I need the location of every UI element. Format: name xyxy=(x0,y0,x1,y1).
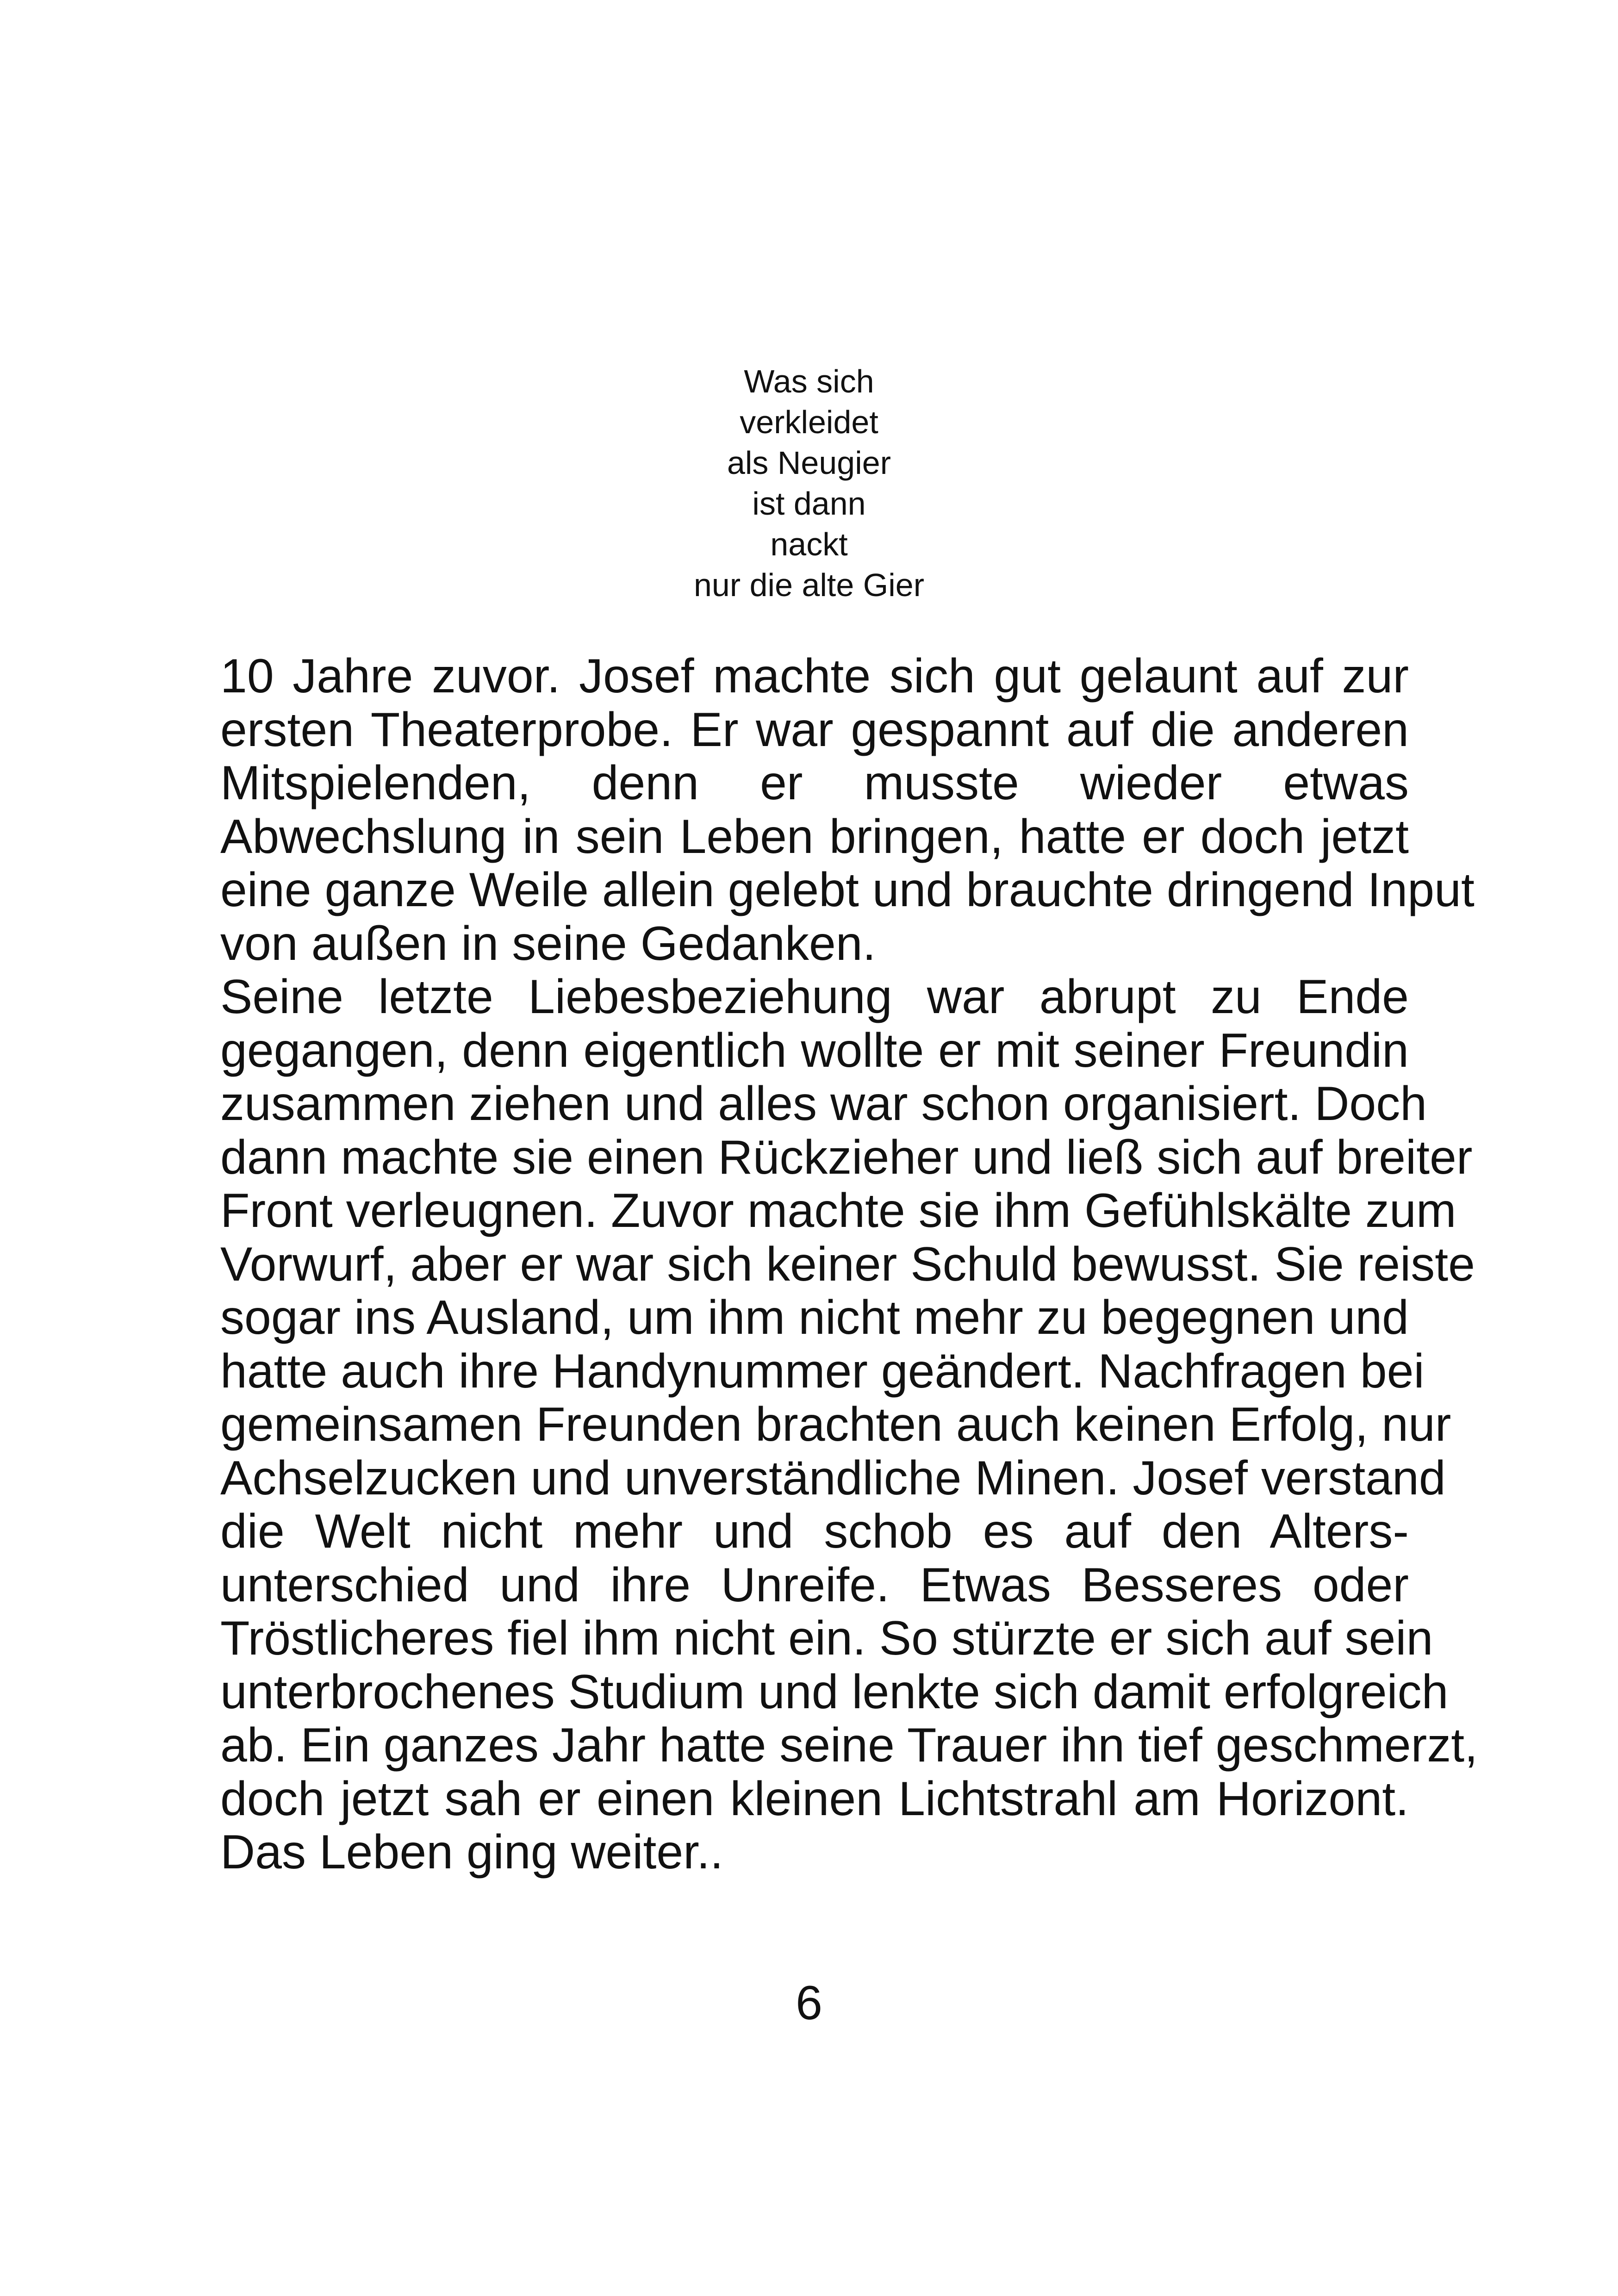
text-line: 10 Jahre zuvor. Josef machte sich gut gelaunt auf zur xyxy=(220,649,1409,703)
text-line: ersten Theaterprobe. Er war gespannt auf die anderen xyxy=(220,703,1409,757)
text-line: gegangen, denn eigentlich wollte er mit seiner Freundin xyxy=(220,1023,1409,1077)
text-line: Achselzucken und unverständliche Minen. Josef verstand xyxy=(220,1451,1446,1505)
text-line: eine ganze Weile allein gelebt und brauchte dringend Input xyxy=(220,863,1475,917)
text-line: unterschied und ihre Unreife. Etwas Besseres oder xyxy=(220,1558,1409,1612)
text-line: sogar ins Ausland, um ihm nicht mehr zu begegnen und xyxy=(220,1291,1409,1344)
epigraph-poem xyxy=(0,361,1618,605)
text-line: dann machte sie einen Rückzieher und ließ sich auf breiter xyxy=(220,1130,1473,1184)
poem-line: Was sich xyxy=(744,363,874,399)
page-number: 6 xyxy=(796,1976,822,2030)
text-line: Front verleugnen. Zuvor machte sie ihm Gefühlskälte zum xyxy=(220,1184,1456,1238)
paragraph-2 xyxy=(220,970,1478,1879)
text-line: unterbrochenes Studium und lenkte sich damit erfolgreich xyxy=(220,1665,1449,1719)
text-line: von außen in seine Gedanken. xyxy=(220,916,876,971)
text-line: Vorwurf, aber er war sich keiner Schuld bewusst. Sie reiste xyxy=(220,1237,1475,1291)
text-line: Mitspielenden, denn er musste wieder etwas xyxy=(220,756,1409,810)
poem-line: nur die alte Gier xyxy=(693,567,925,603)
text-line: Abwechslung in sein Leben bringen, hatte er doch jetzt xyxy=(220,809,1409,864)
text-line: Tröstlicheres fiel ihm nicht ein. So stürzte er sich auf sein xyxy=(220,1612,1433,1665)
text-line: Seine letzte Liebesbeziehung war abrupt zu Ende xyxy=(220,970,1409,1024)
poem-line: ist dann xyxy=(752,485,866,522)
text-line: gemeinsamen Freunden brachten auch keinen Erfolg, nur xyxy=(220,1398,1451,1451)
poem-line: als Neugier xyxy=(727,445,891,481)
text-line: zusammen ziehen und alles war schon organisiert. Doch xyxy=(220,1077,1427,1131)
text-line: ab. Ein ganzes Jahr hatte seine Trauer ihn tief geschmerzt, xyxy=(220,1718,1478,1772)
body-text xyxy=(220,649,1478,1879)
poem-line: nackt xyxy=(770,526,848,562)
text-line: doch jetzt sah er einen kleinen Lichtstrahl am Horizont. xyxy=(220,1772,1409,1826)
text-line: Das Leben ging weiter.. xyxy=(220,1825,723,1879)
poem-line: verkleidet xyxy=(740,404,878,440)
text-line: die Welt nicht mehr und schob es auf den Alters- xyxy=(220,1505,1409,1558)
text-line: hatte auch ihre Handynummer geändert. Nachfragen bei xyxy=(220,1344,1425,1398)
paragraph-1 xyxy=(220,649,1475,971)
